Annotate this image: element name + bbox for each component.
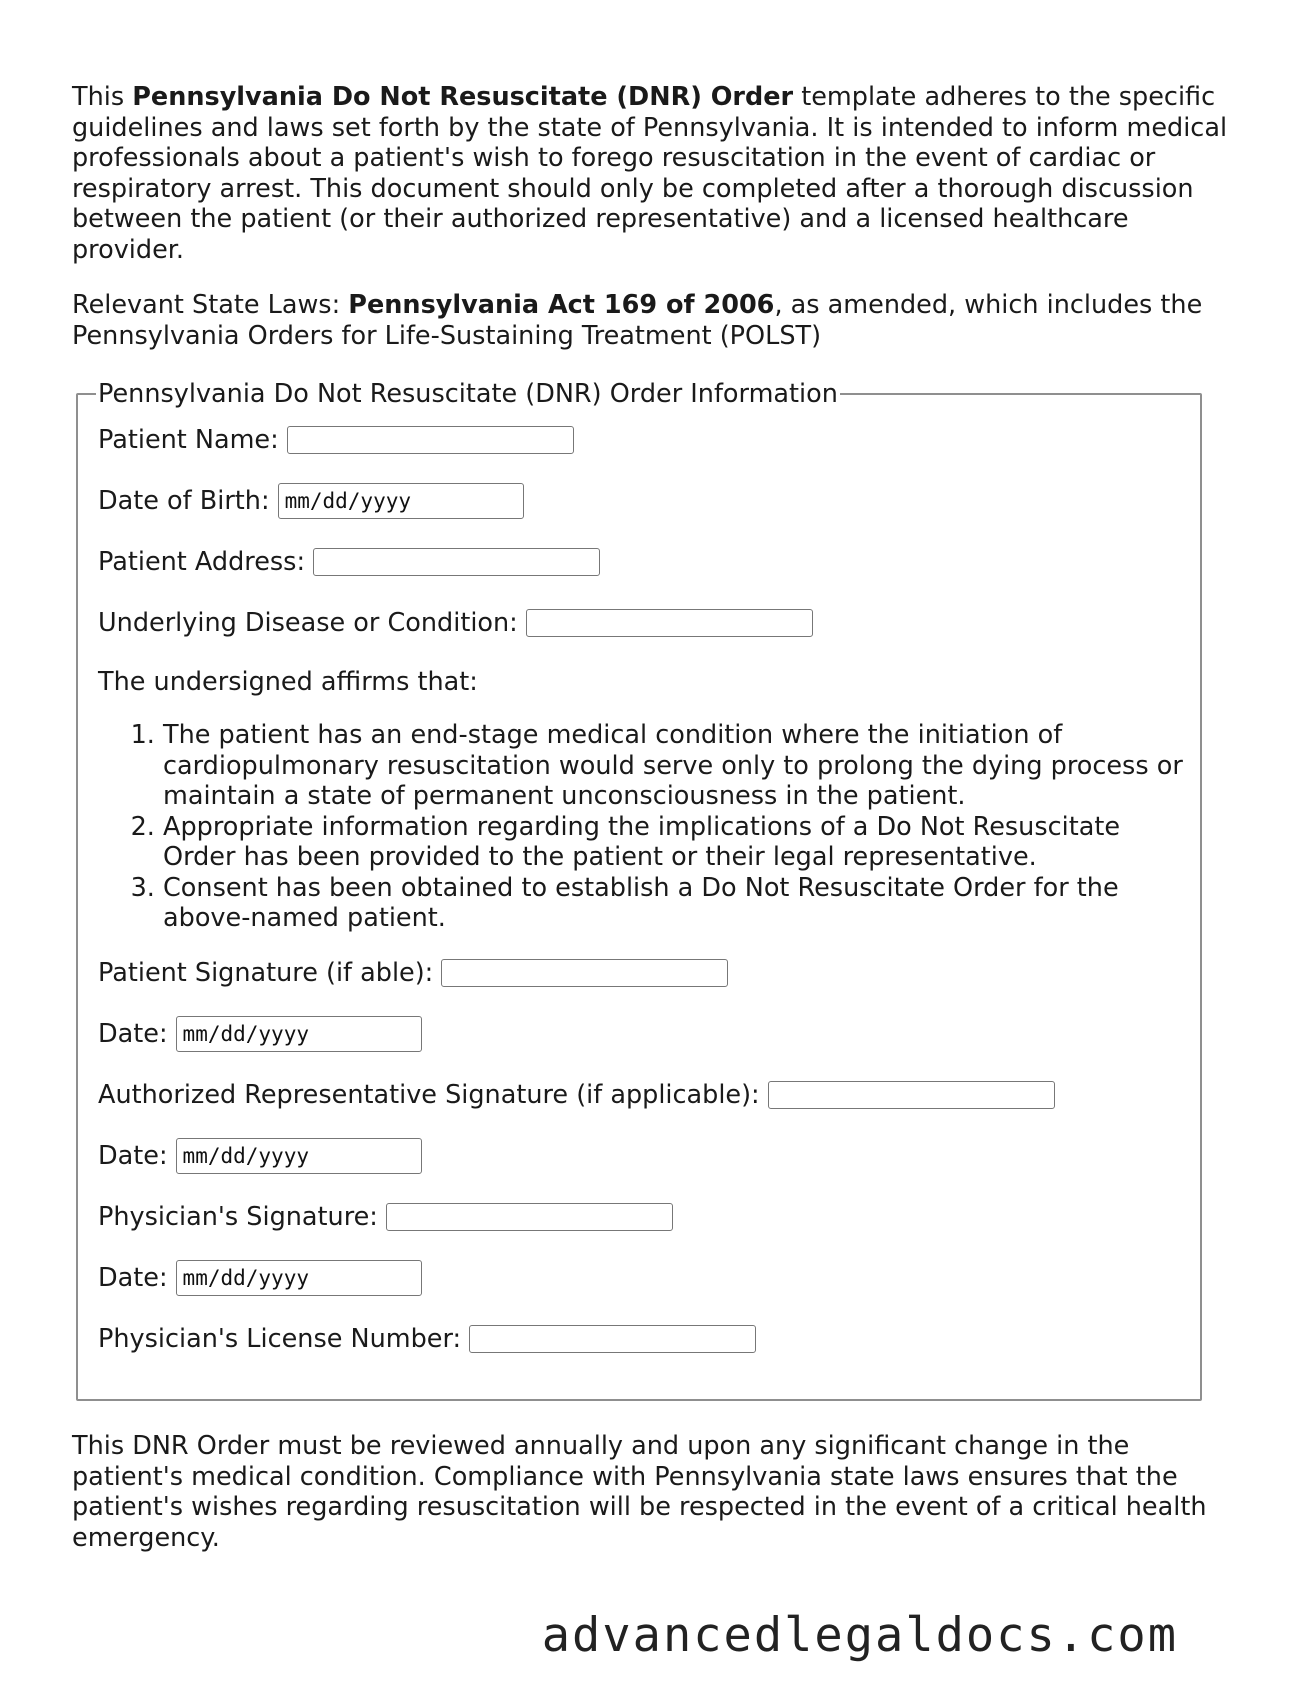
physician-signature-label: Physician's Signature: bbox=[98, 1201, 378, 1232]
patient-date-label: Date: bbox=[98, 1018, 168, 1049]
laws-prefix: Relevant State Laws: bbox=[72, 290, 349, 320]
condition-input[interactable] bbox=[526, 609, 813, 637]
rep-signature-row bbox=[98, 1078, 1200, 1112]
affirmation-item: 1. The patient has an end-stage medical condition where the initiation of cardiopulmonary resuscitation would serve only to prolong the dying process or maintain a state of permanent unconsciousness in the patient. bbox=[163, 720, 1200, 812]
rep-date-row bbox=[98, 1139, 1200, 1173]
physician-date-row bbox=[98, 1261, 1200, 1295]
rep-signature-input[interactable] bbox=[768, 1081, 1055, 1109]
patient-signature-row bbox=[98, 956, 1200, 990]
laws-act-bold: Pennsylvania Act 169 of 2006 bbox=[348, 290, 775, 320]
affirmations-list bbox=[98, 720, 1200, 934]
rep-date-label: Date: bbox=[98, 1140, 168, 1171]
license-label: Physician's License Number: bbox=[98, 1323, 462, 1354]
physician-signature-row bbox=[98, 1200, 1200, 1234]
dob-date-input[interactable] bbox=[278, 483, 524, 519]
license-input[interactable] bbox=[469, 1325, 756, 1353]
patient-name-row bbox=[98, 423, 1200, 457]
patient-signature-label: Patient Signature (if able): bbox=[98, 957, 434, 988]
laws-paragraph bbox=[72, 290, 1232, 351]
license-row bbox=[98, 1322, 1200, 1356]
address-row bbox=[98, 545, 1200, 579]
physician-date-input[interactable] bbox=[176, 1260, 422, 1296]
affirm-heading: The undersigned affirms that: bbox=[98, 667, 478, 697]
patient-date-row bbox=[98, 1017, 1200, 1051]
intro-body: template adheres to the specific guidelines and laws set forth by the state of Pennsylvania. It is intended to inform medical professionals about a patient's wish to forego resuscitation in the event of cardiac or respiratory arrest. This document should only be completed after a thorough discussion between the patient (or their authorized representative) and a licensed healthcare provider. bbox=[72, 82, 1228, 265]
affirmation-item: 3. Consent has been obtained to establish a Do Not Resuscitate Order for the above-named patient. bbox=[163, 873, 1200, 934]
dnr-order-fieldset bbox=[76, 379, 1202, 1401]
physician-date-label: Date: bbox=[98, 1262, 168, 1293]
address-input[interactable] bbox=[313, 548, 600, 576]
footer-paragraph: This DNR Order must be reviewed annually and upon any significant change in the patient's medical condition. Compliance with Pennsylvania state laws ensures that the patient's wishes regarding resuscitation will be respected in the event of a critical health emergency. bbox=[72, 1431, 1207, 1553]
rep-signature-label: Authorized Representative Signature (if applicable): bbox=[98, 1079, 760, 1110]
rep-date-input[interactable] bbox=[176, 1138, 422, 1174]
condition-label: Underlying Disease or Condition: bbox=[98, 608, 518, 638]
physician-signature-input[interactable] bbox=[386, 1203, 673, 1231]
document-page bbox=[72, 82, 1232, 1553]
brand-watermark: advancedlegaldocs.com bbox=[541, 1608, 1178, 1663]
laws-body: , as amended, which includes the Pennsylvania Orders for Life-Sustaining Treatment (POLST) bbox=[72, 290, 1203, 351]
dob-label: Date of Birth: bbox=[98, 486, 270, 516]
patient-signature-input[interactable] bbox=[441, 959, 728, 987]
dob-row bbox=[98, 484, 1200, 518]
patient-name-label: Patient Name: bbox=[98, 425, 279, 455]
address-label: Patient Address: bbox=[98, 547, 306, 577]
condition-row bbox=[98, 606, 1200, 640]
affirmation-item: 2. Appropriate information regarding the implications of a Do Not Resuscitate Order has been provided to the patient or their legal representative. bbox=[163, 812, 1200, 873]
intro-prefix: This bbox=[72, 82, 133, 112]
intro-paragraph bbox=[72, 82, 1232, 265]
patient-date-input[interactable] bbox=[176, 1016, 422, 1052]
fieldset-legend: Pennsylvania Do Not Resuscitate (DNR) Order Information bbox=[98, 379, 838, 409]
intro-title-bold: Pennsylvania Do Not Resuscitate (DNR) Order bbox=[132, 82, 794, 112]
patient-name-input[interactable] bbox=[287, 426, 574, 454]
